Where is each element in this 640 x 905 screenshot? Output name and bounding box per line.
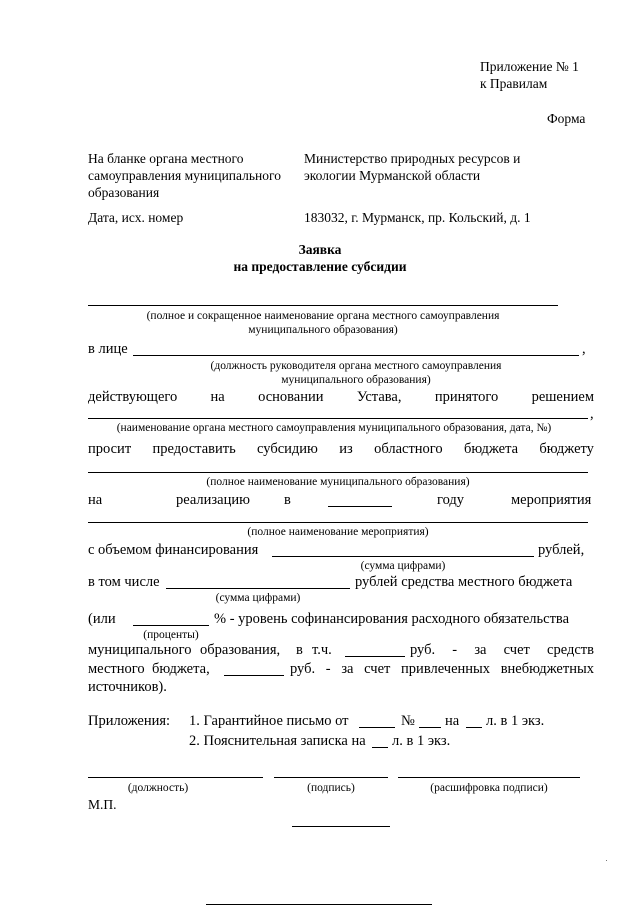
word: из (339, 441, 353, 457)
local-budget-text: рублей средства местного бюджета (355, 574, 573, 590)
word: привлеченных (401, 661, 491, 677)
letterhead-line-2: самоуправления муниципального (88, 168, 281, 183)
attachment-2-text: 2. Пояснительная записка на (189, 733, 366, 749)
scan-speck (606, 860, 607, 861)
position-blank[interactable] (88, 777, 263, 778)
caption-head-1: (должность руководителя органа местного самоуправления (210, 360, 502, 372)
caption-event: (полное наименование мероприятия) (247, 526, 429, 538)
word: действующего (88, 389, 178, 405)
comma-1: , (582, 341, 586, 357)
date-number: Дата, исх. номер (88, 210, 184, 225)
caption-org-1: (полное и сокращенное наименование органа местного самоуправления (146, 310, 500, 322)
caption-decode: (расшифровка подписи) (430, 782, 548, 794)
caption-municipality: (полное наименование муниципального образования) (206, 476, 470, 488)
acting-line (88, 388, 594, 406)
attachment-2-sheets: л. в 1 экз. (392, 733, 451, 749)
asks-line (88, 440, 594, 458)
attachment-1-text: 1. Гарантийное письмо от (189, 713, 349, 729)
local-rub-blank[interactable] (345, 656, 405, 657)
funding-label: с объемом финансирования (88, 542, 259, 558)
letterhead-line-1: На бланке органа местного (88, 151, 244, 166)
word: областного (374, 441, 443, 457)
word: основании (258, 389, 324, 405)
local-sum-blank[interactable] (166, 588, 350, 589)
appendix-number: Приложение № 1 (480, 59, 579, 74)
word: субсидию (257, 441, 318, 457)
caption-sum-digits-1: (сумма цифрами) (360, 560, 446, 572)
word: просит (88, 441, 132, 457)
in-person-label: в лице (88, 341, 128, 357)
caption-percent: (проценты) (143, 629, 199, 641)
caption-decision: (наименование органа местного самоуправления муниципального образования, дата, №) (116, 422, 552, 434)
word: за (474, 642, 487, 658)
impl-word-5: мероприятия (511, 492, 592, 508)
letter-sheets-blank[interactable] (466, 727, 482, 728)
word: руб. (410, 642, 436, 658)
word: средств (547, 642, 594, 658)
word: бюджета (463, 441, 519, 457)
stamp-label: М.П. (88, 797, 117, 812)
impl-word-2: реализацию (176, 492, 250, 508)
word: внебюджетных (500, 661, 594, 677)
title-line-1: Заявка (298, 242, 342, 257)
caption-position: (должность) (127, 782, 189, 794)
appendix-rules: к Правилам (480, 76, 548, 91)
municipality-blank[interactable] (88, 472, 588, 473)
caption-signature: (подпись) (307, 782, 355, 794)
impl-word-1: на (88, 492, 103, 508)
word: на (210, 389, 225, 405)
word: за (341, 661, 354, 677)
signature-blank[interactable] (274, 777, 388, 778)
letter-date-blank[interactable] (359, 727, 395, 728)
caption-sum-digits-2: (сумма цифрами) (215, 592, 301, 604)
comma-2: , (590, 406, 594, 422)
caption-org-2: муниципального образования) (248, 324, 398, 336)
word: предоставить (152, 441, 236, 457)
impl-word-3: в (284, 492, 291, 508)
recipient-line-1: Министерство природных ресурсов и (304, 151, 521, 166)
word: решением (531, 389, 594, 405)
rub-attracted-line (290, 660, 594, 678)
impl-word-4: году (437, 492, 465, 508)
local-word-2: бюджета, (152, 661, 210, 677)
rub-local-line (410, 641, 594, 659)
attracted-rub-blank[interactable] (224, 675, 284, 676)
funding-sum-blank[interactable] (272, 556, 534, 557)
attachments-label: Приложения: (88, 713, 171, 729)
letter-number-blank[interactable] (419, 727, 441, 728)
mun-word-2: образования, (200, 642, 281, 658)
note-sheets-blank[interactable] (372, 747, 388, 748)
signature-decode-blank[interactable] (398, 777, 580, 778)
word: руб. (290, 661, 316, 677)
word: - (325, 661, 331, 677)
funding-rubles: рублей, (538, 542, 585, 558)
word: принятого (434, 389, 499, 405)
attachment-1-number-sign: № (401, 713, 415, 729)
percent-blank[interactable] (133, 625, 209, 626)
mun-word-4: т.ч. (312, 642, 332, 658)
local-word-1: местного (88, 661, 145, 677)
including-label: в том числе (88, 574, 160, 590)
org-name-blank[interactable] (88, 305, 558, 306)
cofinancing-text: % - уровень софинансирования расходного обязательства (214, 611, 570, 627)
letterhead-line-3: образования (88, 185, 160, 200)
event-blank[interactable] (88, 522, 588, 523)
sources-text: источников). (88, 679, 167, 695)
year-blank[interactable] (328, 506, 392, 507)
word: Устава, (356, 389, 402, 405)
word: счет (503, 642, 530, 658)
word: бюджету (539, 441, 594, 457)
attachment-1-on: на (445, 713, 460, 729)
title-line-2: на предоставление субсидии (233, 259, 407, 274)
attachment-1-sheets: л. в 1 экз. (486, 713, 545, 729)
word: - (452, 642, 458, 658)
or-label: (или (88, 611, 116, 627)
head-position-blank[interactable] (133, 355, 579, 356)
recipient-address: 183032, г. Мурманск, пр. Кольский, д. 1 (304, 210, 531, 225)
form-label: Форма (547, 111, 586, 126)
caption-head-2: муниципального образования) (281, 374, 431, 386)
recipient-line-2: экологии Мурманской области (304, 168, 481, 183)
mun-word-1: муниципального (88, 642, 192, 658)
separator-line (292, 826, 390, 827)
decision-blank[interactable] (88, 418, 588, 419)
mun-word-3: в (296, 642, 303, 658)
word: счет (364, 661, 391, 677)
